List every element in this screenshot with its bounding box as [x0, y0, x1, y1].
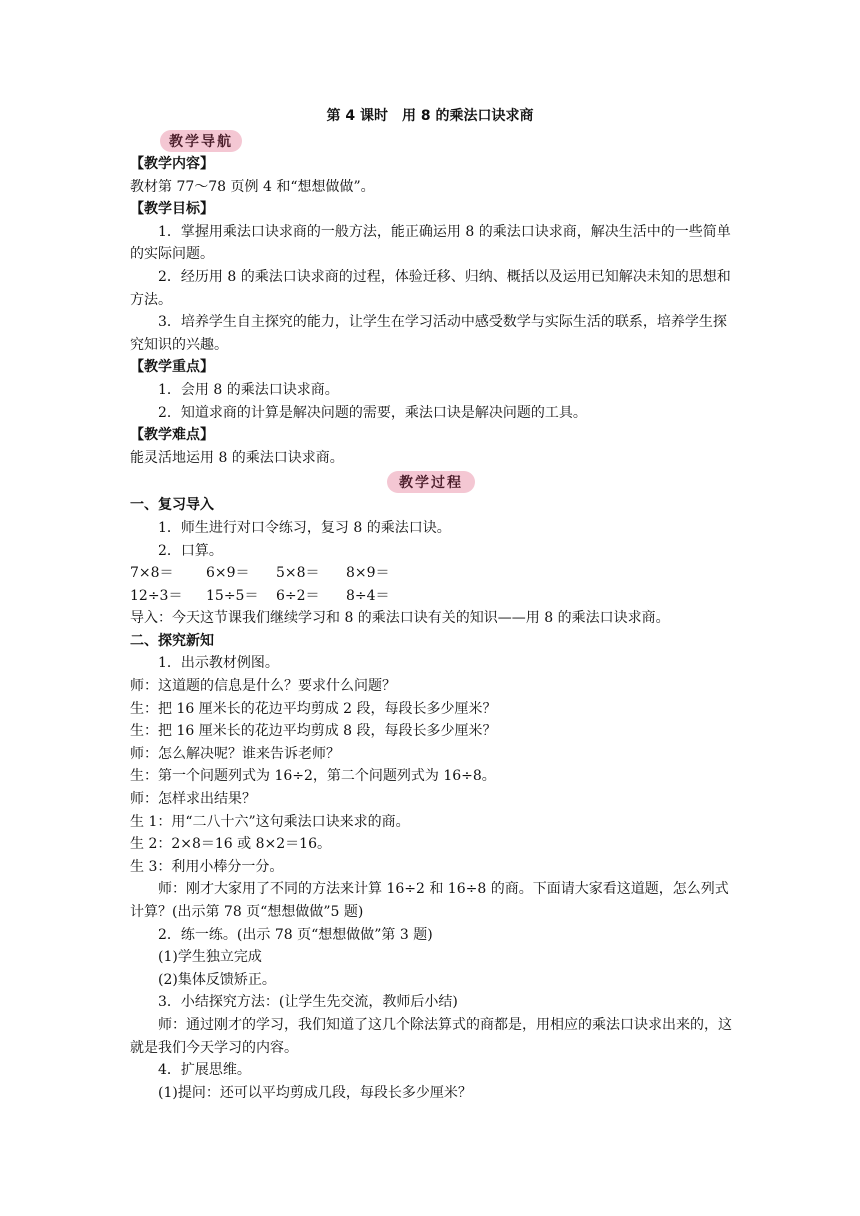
- section1-heading: 一、复习导入: [130, 497, 214, 514]
- mental-math-row: [130, 562, 732, 585]
- difficult-heading: 【教学难点】: [130, 427, 214, 444]
- summary-paragraph: 师：通过刚才的学习，我们知道了这几个除法算式的商都是，用相应的乘法口诀求出来的，这就是我们今天学习的内容。: [130, 1016, 732, 1056]
- content-text: 教材第 77～78 页例 4 和“想想做做”。: [130, 178, 375, 195]
- section1-item: 1．师生进行对口令练习，复习 8 的乘法口诀。: [158, 519, 451, 536]
- teacher-paragraph: 师：刚才大家用了不同的方法来计算 16÷2 和 16÷8 的商。下面请大家看这道题，怎么列式计算？(出示第 78 页“想想做做”5 题): [130, 881, 729, 920]
- math-expression: 8÷4＝: [346, 587, 390, 604]
- dialogue-line: 师：怎么解决呢？谁来告诉老师？: [130, 745, 340, 762]
- key-points-heading: 【教学重点】: [130, 359, 214, 376]
- goal-item: 1．掌握用乘法口诀求商的一般方法，能正确运用 8 的乘法口诀求商，解决生活中的一些简单的实际问题。: [130, 223, 731, 263]
- goal-item: 2．经历用 8 的乘法口诀求商的过程，体验迁移、归纳、概括以及运用已知解决未知的思想和方法。: [130, 268, 731, 308]
- lesson-content: [130, 128, 732, 1104]
- content-heading: 【教学内容】: [130, 156, 214, 172]
- math-expression: 6×9＝: [206, 565, 250, 582]
- math-expression: 15÷5＝: [206, 587, 259, 604]
- math-expression: 7×8＝: [130, 565, 174, 582]
- goals-heading: 【教学目标】: [130, 201, 214, 218]
- key-point: 1．会用 8 的乘法口诀求商。: [158, 381, 339, 398]
- dialogue-line: 生：把 16 厘米长的花边平均剪成 2 段，每段长多少厘米？: [130, 700, 497, 717]
- section1-item: 2．口算。: [158, 542, 223, 559]
- practice-item: 2．练一练。(出示 78 页“想想做做”第 3 题): [158, 926, 433, 943]
- math-expression: 12÷3＝: [130, 587, 183, 604]
- math-expression: 8×9＝: [346, 565, 390, 582]
- math-expression: 6÷2＝: [276, 587, 320, 604]
- dialogue-line: 师：这道题的信息是什么？要求什么问题？: [130, 678, 396, 695]
- dialogue-line: 生：第一个问题列式为 16÷2，第二个问题列式为 16÷8。: [130, 768, 496, 785]
- practice-subitem: (1)学生独立完成: [158, 949, 262, 966]
- section2-heading: 二、探究新知: [130, 632, 214, 649]
- summary-item: 3．小结探究方法：(让学生先交流，教师后小结): [158, 994, 458, 1011]
- math-expression: 5×8＝: [276, 565, 320, 582]
- dialogue-line: 生 2：2×8＝16 或 8×2＝16。: [130, 836, 331, 853]
- extend-subitem: (1)提问：还可以平均剪成几段，每段长多少厘米？: [158, 1084, 472, 1101]
- page-title: 第 4 课时 用 8 的乘法口诀求商: [326, 108, 534, 124]
- dialogue-line: 生：把 16 厘米长的花边平均剪成 8 段，每段长多少厘米？: [130, 723, 497, 740]
- goal-item: 3．培养学生自主探究的能力，让学生在学习活动中感受数学与实际生活的联系，培养学生探究知识的兴趣。: [130, 314, 727, 353]
- mental-math-row: [130, 585, 732, 608]
- practice-subitem: (2)集体反馈矫正。: [158, 971, 276, 988]
- process-badge: 教学过程: [387, 471, 475, 493]
- dialogue-line: 生 1：用“二八十六”这句乘法口诀来求的商。: [130, 813, 410, 830]
- intro-text: 导入：今天这节课我们继续学习和 8 的乘法口诀有关的知识——用 8 的乘法口诀求商。: [130, 610, 670, 627]
- dialogue-line: 1．出示教材例图。: [158, 655, 279, 672]
- key-point: 2．知道求商的计算是解决问题的需要，乘法口诀是解决问题的工具。: [158, 404, 587, 421]
- difficult-text: 能灵活地运用 8 的乘法口诀求商。: [130, 449, 344, 466]
- extend-item: 4．扩展思维。: [158, 1062, 251, 1079]
- dialogue-line: 师：怎样求出结果？: [130, 791, 256, 808]
- dialogue-line: 生 3：利用小棒分一分。: [130, 858, 284, 875]
- guide-badge: 教学导航: [160, 130, 242, 152]
